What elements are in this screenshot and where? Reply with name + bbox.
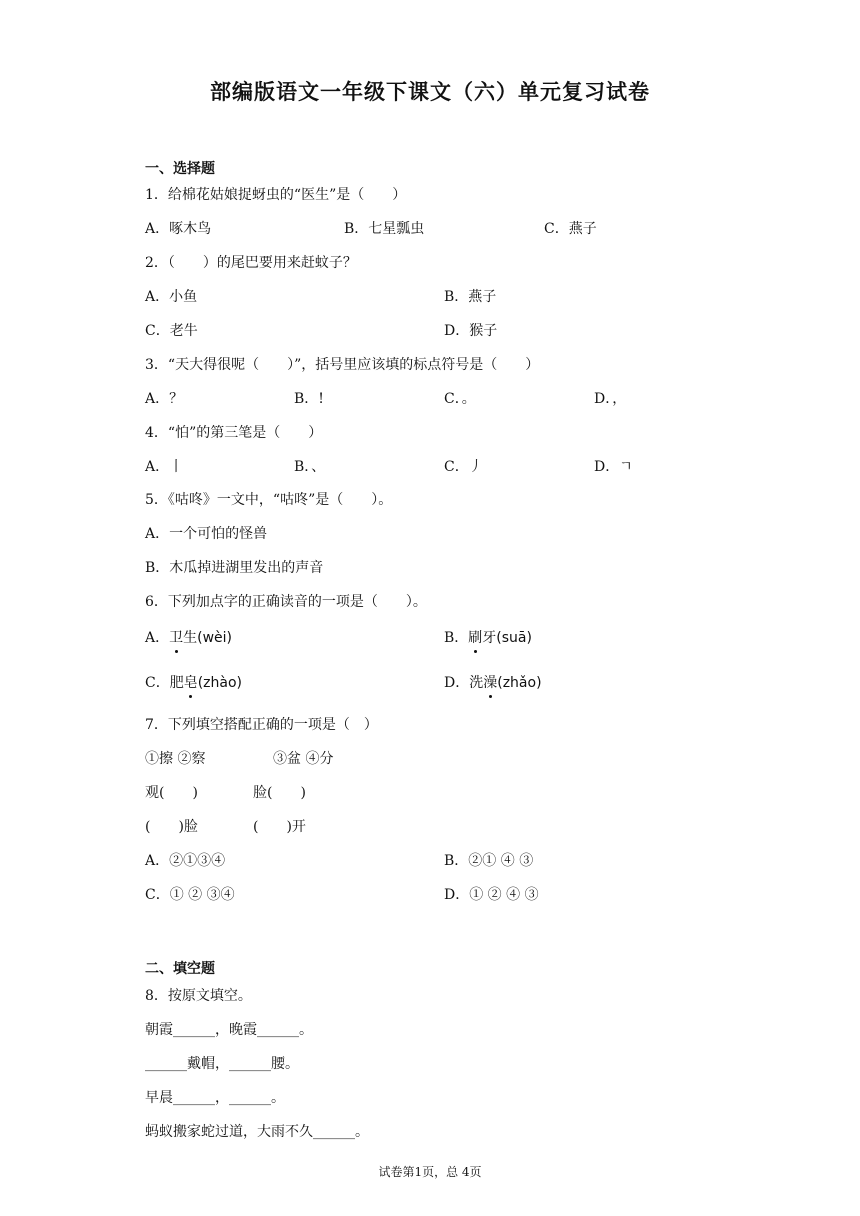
question-8-line-2: ______戴帽，______腰。 <box>145 1056 299 1072</box>
question-1-option-c: C．燕子 <box>544 221 597 237</box>
option-b-pinyin: (suā) <box>496 630 532 646</box>
question-3-option-c: C．。 <box>444 391 476 407</box>
question-5-stem: 5．《咕咚》一文中，“咕咚”是（ ）。 <box>145 492 393 508</box>
question-6-option-b <box>444 628 532 648</box>
question-2-option-d: D．猴子 <box>444 323 498 339</box>
question-6-option-c <box>145 673 242 693</box>
question-1-option-a: A．啄木鸟 <box>145 221 212 237</box>
question-4-option-c: C．丿 <box>444 459 483 475</box>
question-2-option-a: A．小鱼 <box>145 289 198 305</box>
question-7-option-d: D．① ② ④ ③ <box>444 887 539 903</box>
question-1-stem: 1．给棉花姑娘捉蚜虫的“医生”是（ ） <box>145 187 407 203</box>
question-4-option-b: B．、 <box>294 459 326 475</box>
question-8-line-3: 早晨______，______。 <box>145 1090 285 1106</box>
question-7-option-a: A．②①③④ <box>145 853 226 869</box>
option-a-pinyin: (wèi) <box>197 630 233 646</box>
question-7-blank-3: ( )脸 <box>145 819 198 835</box>
question-4-option-a: A．丨 <box>145 459 184 475</box>
option-d-prefix: D．洗 <box>444 675 484 691</box>
option-b-suffix: 牙 <box>482 630 497 646</box>
question-7-chars-group-2: ③盆 ④分 <box>273 751 334 767</box>
page-footer: 试卷第1页，总 4页 <box>378 1165 482 1179</box>
section-heading-choice: 一、选择题 <box>145 161 215 177</box>
question-7-option-b: B．②① ④ ③ <box>444 853 534 869</box>
question-2-stem: 2．（ ）的尾巴要用来赶蚊子？ <box>145 255 357 271</box>
question-6-option-d <box>444 673 542 693</box>
question-5-option-a: A．一个可怕的怪兽 <box>145 526 268 542</box>
question-3-stem: 3．“天大得很呢（ ）”，括号里应该填的标点符号是（ ） <box>145 357 540 373</box>
question-2-option-c: C．老牛 <box>145 323 198 339</box>
question-7-chars-group-1: ①擦 ②察 <box>145 751 206 767</box>
page-title: 部编版语文一年级下课文（六）单元复习试卷 <box>210 80 650 104</box>
question-5-option-b: B．木瓜掉进湖里发出的声音 <box>145 560 324 576</box>
question-8-line-4: 蚂蚁搬家蛇过道，大雨不久______。 <box>145 1124 369 1140</box>
option-a-dotted-char: 卫 <box>169 630 184 646</box>
question-6-stem: 6．下列加点字的正确读音的一项是（ ）。 <box>145 594 427 610</box>
question-2-option-b: B．燕子 <box>444 289 497 305</box>
question-3-option-a: A．？ <box>145 391 184 407</box>
question-3-option-d: D．， <box>594 391 627 407</box>
question-8-stem: 8．按原文填空。 <box>145 988 252 1004</box>
option-d-pinyin: (zhǎo) <box>497 675 542 691</box>
question-7-blank-4: ( )开 <box>253 819 306 835</box>
question-1-option-b: B．七星瓢虫 <box>344 221 425 237</box>
option-c-dotted-char: 皂 <box>183 675 198 691</box>
question-7-option-c: C．① ② ③④ <box>145 887 235 903</box>
question-7-stem: 7．下列填空搭配正确的一项是（ ） <box>145 717 378 733</box>
option-a-suffix: 生 <box>183 630 198 646</box>
option-b-prefix: B． <box>444 630 469 646</box>
option-b-dotted-char: 刷 <box>468 630 483 646</box>
question-6-option-a <box>145 628 232 648</box>
question-4-stem: 4．“怕”的第三笔是（ ） <box>145 425 323 441</box>
option-d-dotted-char: 澡 <box>483 675 498 691</box>
question-3-option-b: B．! <box>294 391 324 407</box>
question-4-option-d: D．ㄱ <box>594 459 633 475</box>
option-a-prefix: A． <box>145 630 170 646</box>
question-7-blank-2: 脸( ) <box>253 785 306 801</box>
question-7-blank-1: 观( ) <box>145 785 198 801</box>
option-c-pinyin: (zhào) <box>197 675 243 691</box>
question-8-line-1: 朝霞______，晚霞______。 <box>145 1022 313 1038</box>
section-heading-fill: 二、填空题 <box>145 961 215 977</box>
option-c-prefix: C．肥 <box>145 675 184 691</box>
